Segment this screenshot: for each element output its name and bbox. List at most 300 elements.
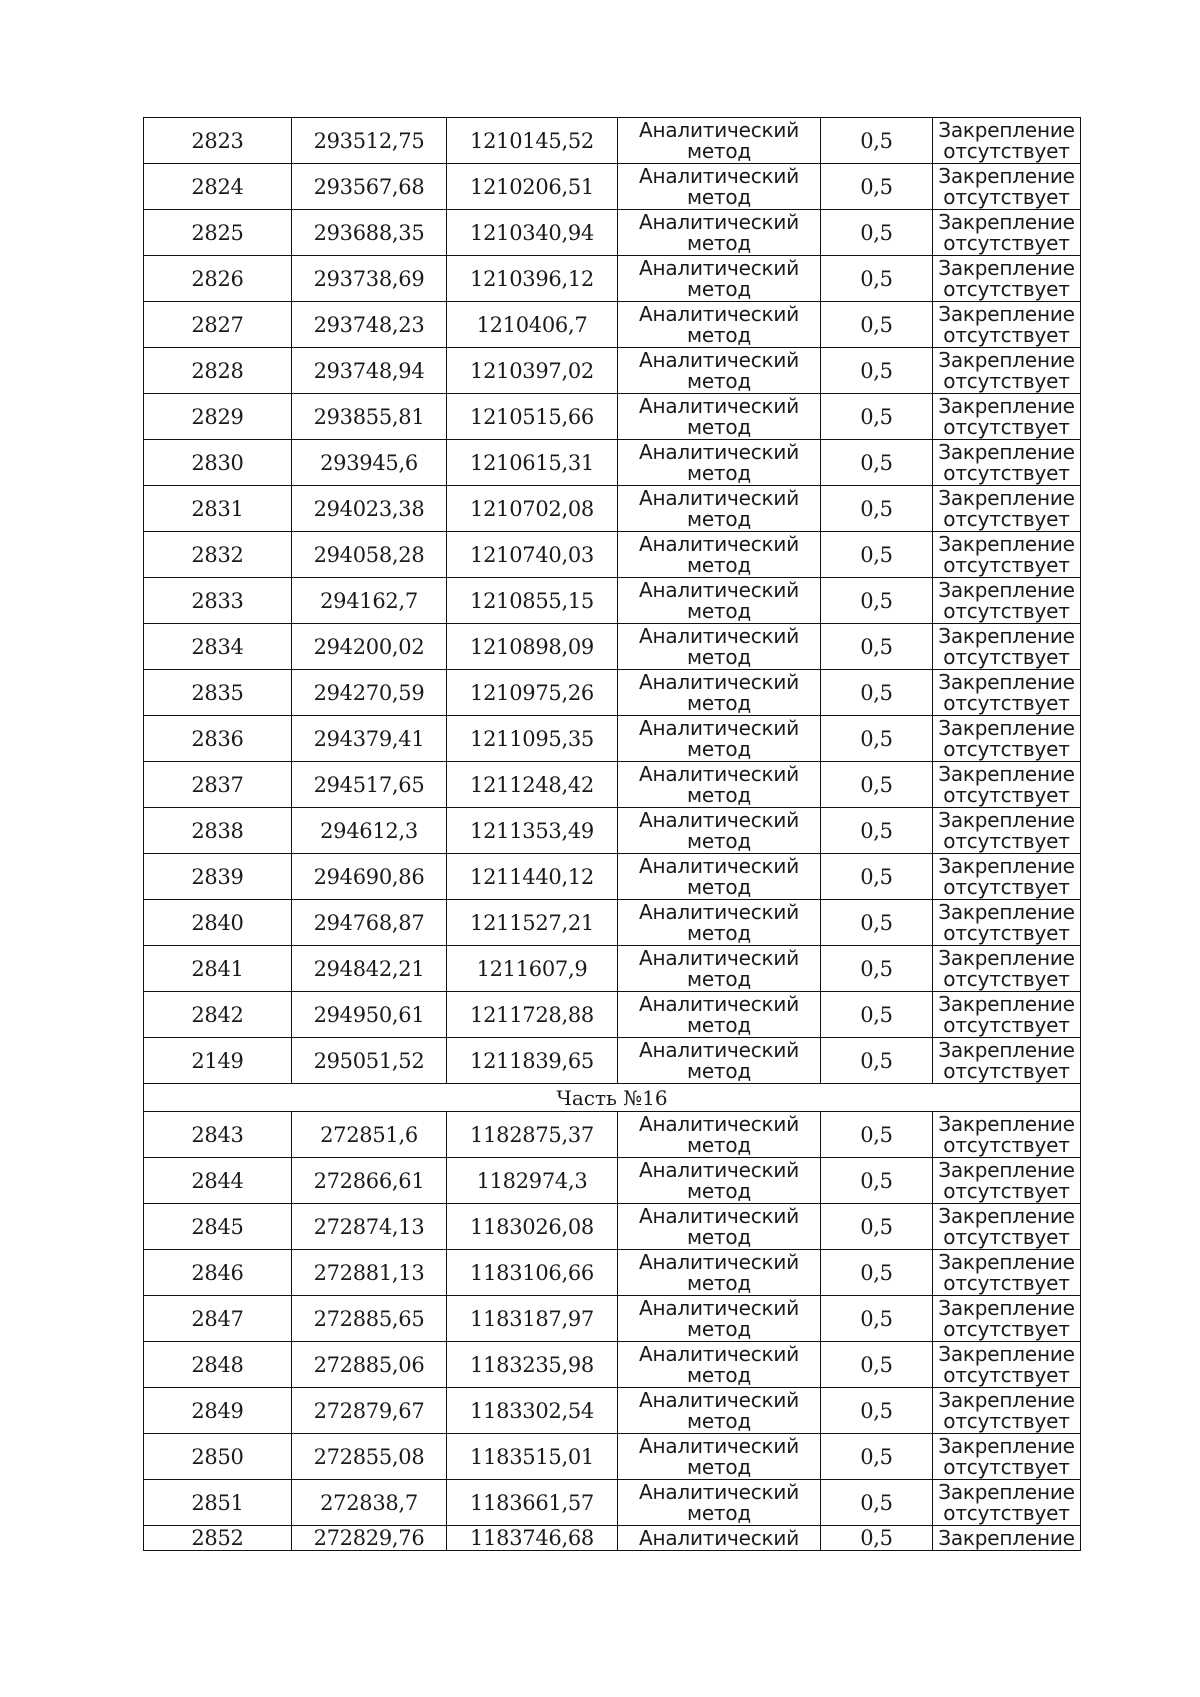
method-line1: Аналитический [638, 301, 800, 326]
point-number: 2839 [144, 854, 292, 900]
point-number: 2852 [144, 1526, 292, 1551]
table-row [144, 1342, 1081, 1388]
method-line2: метод [686, 828, 752, 853]
coordinate-x: 272874,13 [292, 1204, 447, 1250]
point-number: 2842 [144, 992, 292, 1038]
coordinate-x: 272879,67 [292, 1388, 447, 1434]
coordinate-x: 272866,61 [292, 1158, 447, 1204]
method-line2: метод [686, 598, 752, 623]
accuracy-value: 0,5 [821, 854, 933, 900]
coordinate-y: 1183302,54 [447, 1388, 618, 1434]
method-line1: Аналитический [638, 1203, 800, 1228]
fixation-cell [933, 302, 1081, 348]
method-line2: метод [686, 1178, 752, 1203]
point-number: 2836 [144, 716, 292, 762]
table-row [144, 1388, 1081, 1434]
table-row [144, 808, 1081, 854]
method-line2: метод [686, 690, 752, 715]
section-row [144, 1084, 1081, 1112]
method-line1: Аналитический [638, 255, 800, 280]
accuracy-value: 0,5 [821, 762, 933, 808]
method-line1: Аналитический [638, 715, 800, 740]
method-cell [618, 1250, 821, 1296]
fixation-line2: отсутствует [943, 1454, 1070, 1479]
table-row [144, 440, 1081, 486]
table-row [144, 210, 1081, 256]
fixation-cell [933, 1112, 1081, 1158]
fixation-cell [933, 1388, 1081, 1434]
fixation-line2: отсутствует [943, 736, 1070, 761]
method-line1: Аналитический [638, 991, 800, 1016]
method-line1: Аналитический [638, 485, 800, 510]
coordinate-x: 293945,6 [292, 440, 447, 486]
coordinate-x: 272851,6 [292, 1112, 447, 1158]
fixation-line1: Закрепление [938, 715, 1075, 740]
method-cell [618, 762, 821, 808]
coordinate-x: 294200,02 [292, 624, 447, 670]
coordinate-x: 272838,7 [292, 1480, 447, 1526]
fixation-line1: Закрепление [938, 991, 1075, 1016]
point-number: 2837 [144, 762, 292, 808]
method-cell [618, 532, 821, 578]
fixation-line1: Закрепление [938, 347, 1075, 372]
coordinate-y: 1183187,97 [447, 1296, 618, 1342]
fixation-line1: Закрепление [938, 485, 1075, 510]
coordinate-y: 1211527,21 [447, 900, 618, 946]
fixation-line1: Закрепление [938, 255, 1075, 280]
accuracy-value: 0,5 [821, 118, 933, 164]
fixation-cell [933, 1038, 1081, 1084]
point-number: 2830 [144, 440, 292, 486]
accuracy-value: 0,5 [821, 302, 933, 348]
point-number: 2826 [144, 256, 292, 302]
coordinate-y: 1210396,12 [447, 256, 618, 302]
accuracy-value: 0,5 [821, 1112, 933, 1158]
accuracy-value: 0,5 [821, 716, 933, 762]
accuracy-value: 0,5 [821, 1342, 933, 1388]
fixation-line1: Закрепление [938, 163, 1075, 188]
method-line1: Аналитический [638, 1526, 800, 1550]
table-row [144, 118, 1081, 164]
fixation-line1: Закрепление [938, 301, 1075, 326]
coordinate-x: 272881,13 [292, 1250, 447, 1296]
method-cell [618, 946, 821, 992]
coordinate-x: 272829,76 [292, 1526, 447, 1551]
method-line2: метод [686, 1500, 752, 1525]
coordinate-y: 1210340,94 [447, 210, 618, 256]
method-cell [618, 1480, 821, 1526]
fixation-line1: Закрепление [938, 1249, 1075, 1274]
fixation-cell [933, 854, 1081, 900]
method-cell [618, 900, 821, 946]
fixation-cell [933, 670, 1081, 716]
method-line1: Аналитический [638, 1479, 800, 1504]
fixation-line2: отсутствует [943, 1012, 1070, 1037]
table-body-part-16 [144, 1112, 1081, 1526]
fixation-line2: отсутствует [943, 1270, 1070, 1295]
fixation-line1: Закрепление [938, 1387, 1075, 1412]
coordinate-y: 1210397,02 [447, 348, 618, 394]
coordinate-y: 1211248,42 [447, 762, 618, 808]
fixation-line2: отсутствует [943, 598, 1070, 623]
coordinate-y: 1210515,66 [447, 394, 618, 440]
table-row [144, 992, 1081, 1038]
table-row [144, 716, 1081, 762]
coordinate-y: 1210898,09 [447, 624, 618, 670]
table-row [144, 164, 1081, 210]
fixation-cell [933, 578, 1081, 624]
fixation-cell [933, 716, 1081, 762]
point-number: 2838 [144, 808, 292, 854]
fixation-line1: Закрепление [938, 117, 1075, 142]
method-line2: метод [686, 1058, 752, 1083]
method-line2: метод [686, 966, 752, 991]
fixation-line2: отсутствует [943, 1408, 1070, 1433]
fixation-line1: Закрепление [938, 1111, 1075, 1136]
coordinate-x: 294058,28 [292, 532, 447, 578]
method-line1: Аналитический [638, 807, 800, 832]
fixation-line2: отсутствует [943, 138, 1070, 163]
method-line1: Аналитический [638, 1157, 800, 1182]
accuracy-value: 0,5 [821, 1480, 933, 1526]
method-cell [618, 1388, 821, 1434]
method-line1: Аналитический [638, 1249, 800, 1274]
point-number: 2829 [144, 394, 292, 440]
fixation-line1: Закрепление [938, 1433, 1075, 1458]
fixation-cell [933, 1158, 1081, 1204]
coordinate-y: 1211353,49 [447, 808, 618, 854]
fixation-cell [933, 164, 1081, 210]
method-line1: Аналитический [638, 853, 800, 878]
coordinate-x: 293748,94 [292, 348, 447, 394]
accuracy-value: 0,5 [821, 394, 933, 440]
fixation-line2: отсутствует [943, 1362, 1070, 1387]
method-line1: Аналитический [638, 1433, 800, 1458]
point-number: 2823 [144, 118, 292, 164]
accuracy-value: 0,5 [821, 992, 933, 1038]
fixation-line2: отсутствует [943, 460, 1070, 485]
method-cell [618, 1038, 821, 1084]
method-cell [618, 394, 821, 440]
method-cell [618, 486, 821, 532]
fixation-line2: отсутствует [943, 414, 1070, 439]
method-line2: метод [686, 1362, 752, 1387]
fixation-cell [933, 946, 1081, 992]
fixation-line2: отсутствует [943, 1178, 1070, 1203]
method-line1: Аналитический [638, 1295, 800, 1320]
table-row [144, 1158, 1081, 1204]
coordinate-x: 293567,68 [292, 164, 447, 210]
fixation-line1: Закрепление [938, 1203, 1075, 1228]
fixation-line2: отсутствует [943, 874, 1070, 899]
method-line2: метод [686, 874, 752, 899]
coordinate-y: 1182974,3 [447, 1158, 618, 1204]
coordinate-y: 1183515,01 [447, 1434, 618, 1480]
fixation-line1: Закрепление [938, 1526, 1075, 1550]
coordinate-x: 294379,41 [292, 716, 447, 762]
coordinate-y: 1211095,35 [447, 716, 618, 762]
accuracy-value: 0,5 [821, 532, 933, 578]
method-cell [618, 670, 821, 716]
coordinate-x: 294950,61 [292, 992, 447, 1038]
fixation-line1: Закрепление [938, 807, 1075, 832]
method-cell [618, 1434, 821, 1480]
method-line2: метод [686, 506, 752, 531]
table-row [144, 532, 1081, 578]
accuracy-value: 0,5 [821, 256, 933, 302]
coordinate-y: 1183026,08 [447, 1204, 618, 1250]
method-cell [618, 854, 821, 900]
method-line2: метод [686, 1408, 752, 1433]
fixation-line1: Закрепление [938, 1295, 1075, 1320]
method-line1: Аналитический [638, 347, 800, 372]
table-row [144, 900, 1081, 946]
accuracy-value: 0,5 [821, 946, 933, 992]
fixation-line1: Закрепление [938, 1157, 1075, 1182]
fixation-line2: отсутствует [943, 368, 1070, 393]
coordinate-x: 293688,35 [292, 210, 447, 256]
fixation-line2: отсутствует [943, 1132, 1070, 1157]
method-cell [618, 348, 821, 394]
point-number: 2831 [144, 486, 292, 532]
table-row [144, 302, 1081, 348]
accuracy-value: 0,5 [821, 808, 933, 854]
method-line2: метод [686, 552, 752, 577]
coordinate-x: 295051,52 [292, 1038, 447, 1084]
fixation-line2: отсутствует [943, 782, 1070, 807]
point-number: 2849 [144, 1388, 292, 1434]
point-number: 2846 [144, 1250, 292, 1296]
fixation-cell [933, 210, 1081, 256]
method-cell [618, 256, 821, 302]
method-line2: метод [686, 1316, 752, 1341]
accuracy-value: 0,5 [821, 440, 933, 486]
method-cell [618, 1158, 821, 1204]
table-row [144, 1526, 1081, 1551]
coordinate-y: 1210206,51 [447, 164, 618, 210]
method-cell [618, 992, 821, 1038]
fixation-line2: отсутствует [943, 230, 1070, 255]
table-row [144, 348, 1081, 394]
accuracy-value: 0,5 [821, 1526, 933, 1551]
method-line2: метод [686, 276, 752, 301]
accuracy-value: 0,5 [821, 210, 933, 256]
method-line1: Аналитический [638, 531, 800, 556]
fixation-line2: отсутствует [943, 552, 1070, 577]
point-number: 2844 [144, 1158, 292, 1204]
method-cell [618, 624, 821, 670]
accuracy-value: 0,5 [821, 1038, 933, 1084]
coordinate-x: 294023,38 [292, 486, 447, 532]
table-row [144, 854, 1081, 900]
fixation-cell [933, 1296, 1081, 1342]
method-cell [618, 1296, 821, 1342]
coordinate-y: 1211839,65 [447, 1038, 618, 1084]
table-row [144, 1112, 1081, 1158]
coordinate-x: 293748,23 [292, 302, 447, 348]
method-cell [618, 1342, 821, 1388]
fixation-line2: отсутствует [943, 690, 1070, 715]
method-line1: Аналитический [638, 1387, 800, 1412]
point-number: 2149 [144, 1038, 292, 1084]
method-line2: метод [686, 138, 752, 163]
fixation-cell [933, 624, 1081, 670]
fixation-line1: Закрепление [938, 439, 1075, 464]
coordinate-y: 1210740,03 [447, 532, 618, 578]
point-number: 2832 [144, 532, 292, 578]
coordinate-x: 293512,75 [292, 118, 447, 164]
fixation-line1: Закрепление [938, 669, 1075, 694]
fixation-cell [933, 808, 1081, 854]
coordinate-y: 1210702,08 [447, 486, 618, 532]
fixation-line1: Закрепление [938, 393, 1075, 418]
accuracy-value: 0,5 [821, 486, 933, 532]
method-line2: метод [686, 184, 752, 209]
coordinate-x: 294690,86 [292, 854, 447, 900]
table-section-header [144, 1084, 1081, 1112]
fixation-line1: Закрепление [938, 853, 1075, 878]
method-line2: метод [686, 414, 752, 439]
fixation-line1: Закрепление [938, 623, 1075, 648]
table-row [144, 1250, 1081, 1296]
point-number: 2828 [144, 348, 292, 394]
method-line1: Аналитический [638, 577, 800, 602]
method-line1: Аналитический [638, 209, 800, 234]
fixation-line2: отсутствует [943, 184, 1070, 209]
coordinate-y: 1210406,7 [447, 302, 618, 348]
fixation-line1: Закрепление [938, 1037, 1075, 1062]
method-line1: Аналитический [638, 117, 800, 142]
method-cell [618, 1204, 821, 1250]
coordinate-x: 294162,7 [292, 578, 447, 624]
fixation-cell [933, 440, 1081, 486]
fixation-cell [933, 992, 1081, 1038]
fixation-cell [933, 394, 1081, 440]
method-line1: Аналитический [638, 1341, 800, 1366]
accuracy-value: 0,5 [821, 1158, 933, 1204]
table-row [144, 762, 1081, 808]
coordinate-y: 1211728,88 [447, 992, 618, 1038]
method-line1: Аналитический [638, 439, 800, 464]
fixation-line2: отсутствует [943, 506, 1070, 531]
fixation-cell [933, 256, 1081, 302]
point-number: 2834 [144, 624, 292, 670]
fixation-cell [933, 348, 1081, 394]
method-line2: метод [686, 644, 752, 669]
method-line2: метод [686, 1224, 752, 1249]
coordinate-x: 294612,3 [292, 808, 447, 854]
method-line1: Аналитический [638, 393, 800, 418]
method-line2: метод [686, 782, 752, 807]
point-number: 2850 [144, 1434, 292, 1480]
point-number: 2835 [144, 670, 292, 716]
method-cell [618, 118, 821, 164]
coordinate-y: 1183106,66 [447, 1250, 618, 1296]
fixation-cell [933, 1480, 1081, 1526]
method-line2: метод [686, 460, 752, 485]
method-line2: метод [686, 1012, 752, 1037]
fixation-line1: Закрепление [938, 1479, 1075, 1504]
coordinate-y: 1211607,9 [447, 946, 618, 992]
method-line1: Аналитический [638, 1111, 800, 1136]
method-cell [618, 1526, 821, 1551]
fixation-line2: отсутствует [943, 920, 1070, 945]
section-title: Часть №16 [144, 1084, 1081, 1112]
method-line2: метод [686, 1454, 752, 1479]
method-cell [618, 1112, 821, 1158]
method-cell [618, 716, 821, 762]
table-row [144, 1204, 1081, 1250]
fixation-cell [933, 1250, 1081, 1296]
table-row [144, 670, 1081, 716]
table-row [144, 1296, 1081, 1342]
method-line1: Аналитический [638, 1037, 800, 1062]
fixation-cell [933, 118, 1081, 164]
method-cell [618, 164, 821, 210]
fixation-cell [933, 900, 1081, 946]
coordinate-y: 1211440,12 [447, 854, 618, 900]
method-line2: метод [686, 322, 752, 347]
fixation-line2: отсутствует [943, 1500, 1070, 1525]
fixation-line2: отсутствует [943, 276, 1070, 301]
fixation-cell [933, 762, 1081, 808]
fixation-line1: Закрепление [938, 531, 1075, 556]
fixation-cell [933, 1342, 1081, 1388]
fixation-line2: отсутствует [943, 644, 1070, 669]
fixation-cell [933, 1204, 1081, 1250]
table-row [144, 1434, 1081, 1480]
fixation-line1: Закрепление [938, 899, 1075, 924]
accuracy-value: 0,5 [821, 578, 933, 624]
accuracy-value: 0,5 [821, 1250, 933, 1296]
fixation-cell [933, 1526, 1081, 1551]
fixation-line1: Закрепление [938, 209, 1075, 234]
method-cell [618, 440, 821, 486]
fixation-line2: отсутствует [943, 1224, 1070, 1249]
point-number: 2833 [144, 578, 292, 624]
point-number: 2845 [144, 1204, 292, 1250]
table-row [144, 578, 1081, 624]
table-row [144, 394, 1081, 440]
fixation-cell [933, 486, 1081, 532]
point-number: 2848 [144, 1342, 292, 1388]
method-cell [618, 808, 821, 854]
fixation-line1: Закрепление [938, 761, 1075, 786]
coordinate-y: 1182875,37 [447, 1112, 618, 1158]
accuracy-value: 0,5 [821, 164, 933, 210]
table-row [144, 256, 1081, 302]
coordinate-x: 293855,81 [292, 394, 447, 440]
method-line1: Аналитический [638, 761, 800, 786]
method-line2: метод [686, 736, 752, 761]
accuracy-value: 0,5 [821, 1296, 933, 1342]
fixation-line1: Закрепление [938, 945, 1075, 970]
method-cell [618, 210, 821, 256]
fixation-line2: отсутствует [943, 966, 1070, 991]
method-line2: метод [686, 920, 752, 945]
method-line1: Аналитический [638, 945, 800, 970]
method-line2: метод [686, 230, 752, 255]
table-row [144, 624, 1081, 670]
point-number: 2851 [144, 1480, 292, 1526]
coordinate-x: 294842,21 [292, 946, 447, 992]
table-row [144, 1480, 1081, 1526]
fixation-line2: отсутствует [943, 828, 1070, 853]
method-line2: метод [686, 1132, 752, 1157]
table-row [144, 946, 1081, 992]
table-row [144, 486, 1081, 532]
method-line2: метод [686, 368, 752, 393]
